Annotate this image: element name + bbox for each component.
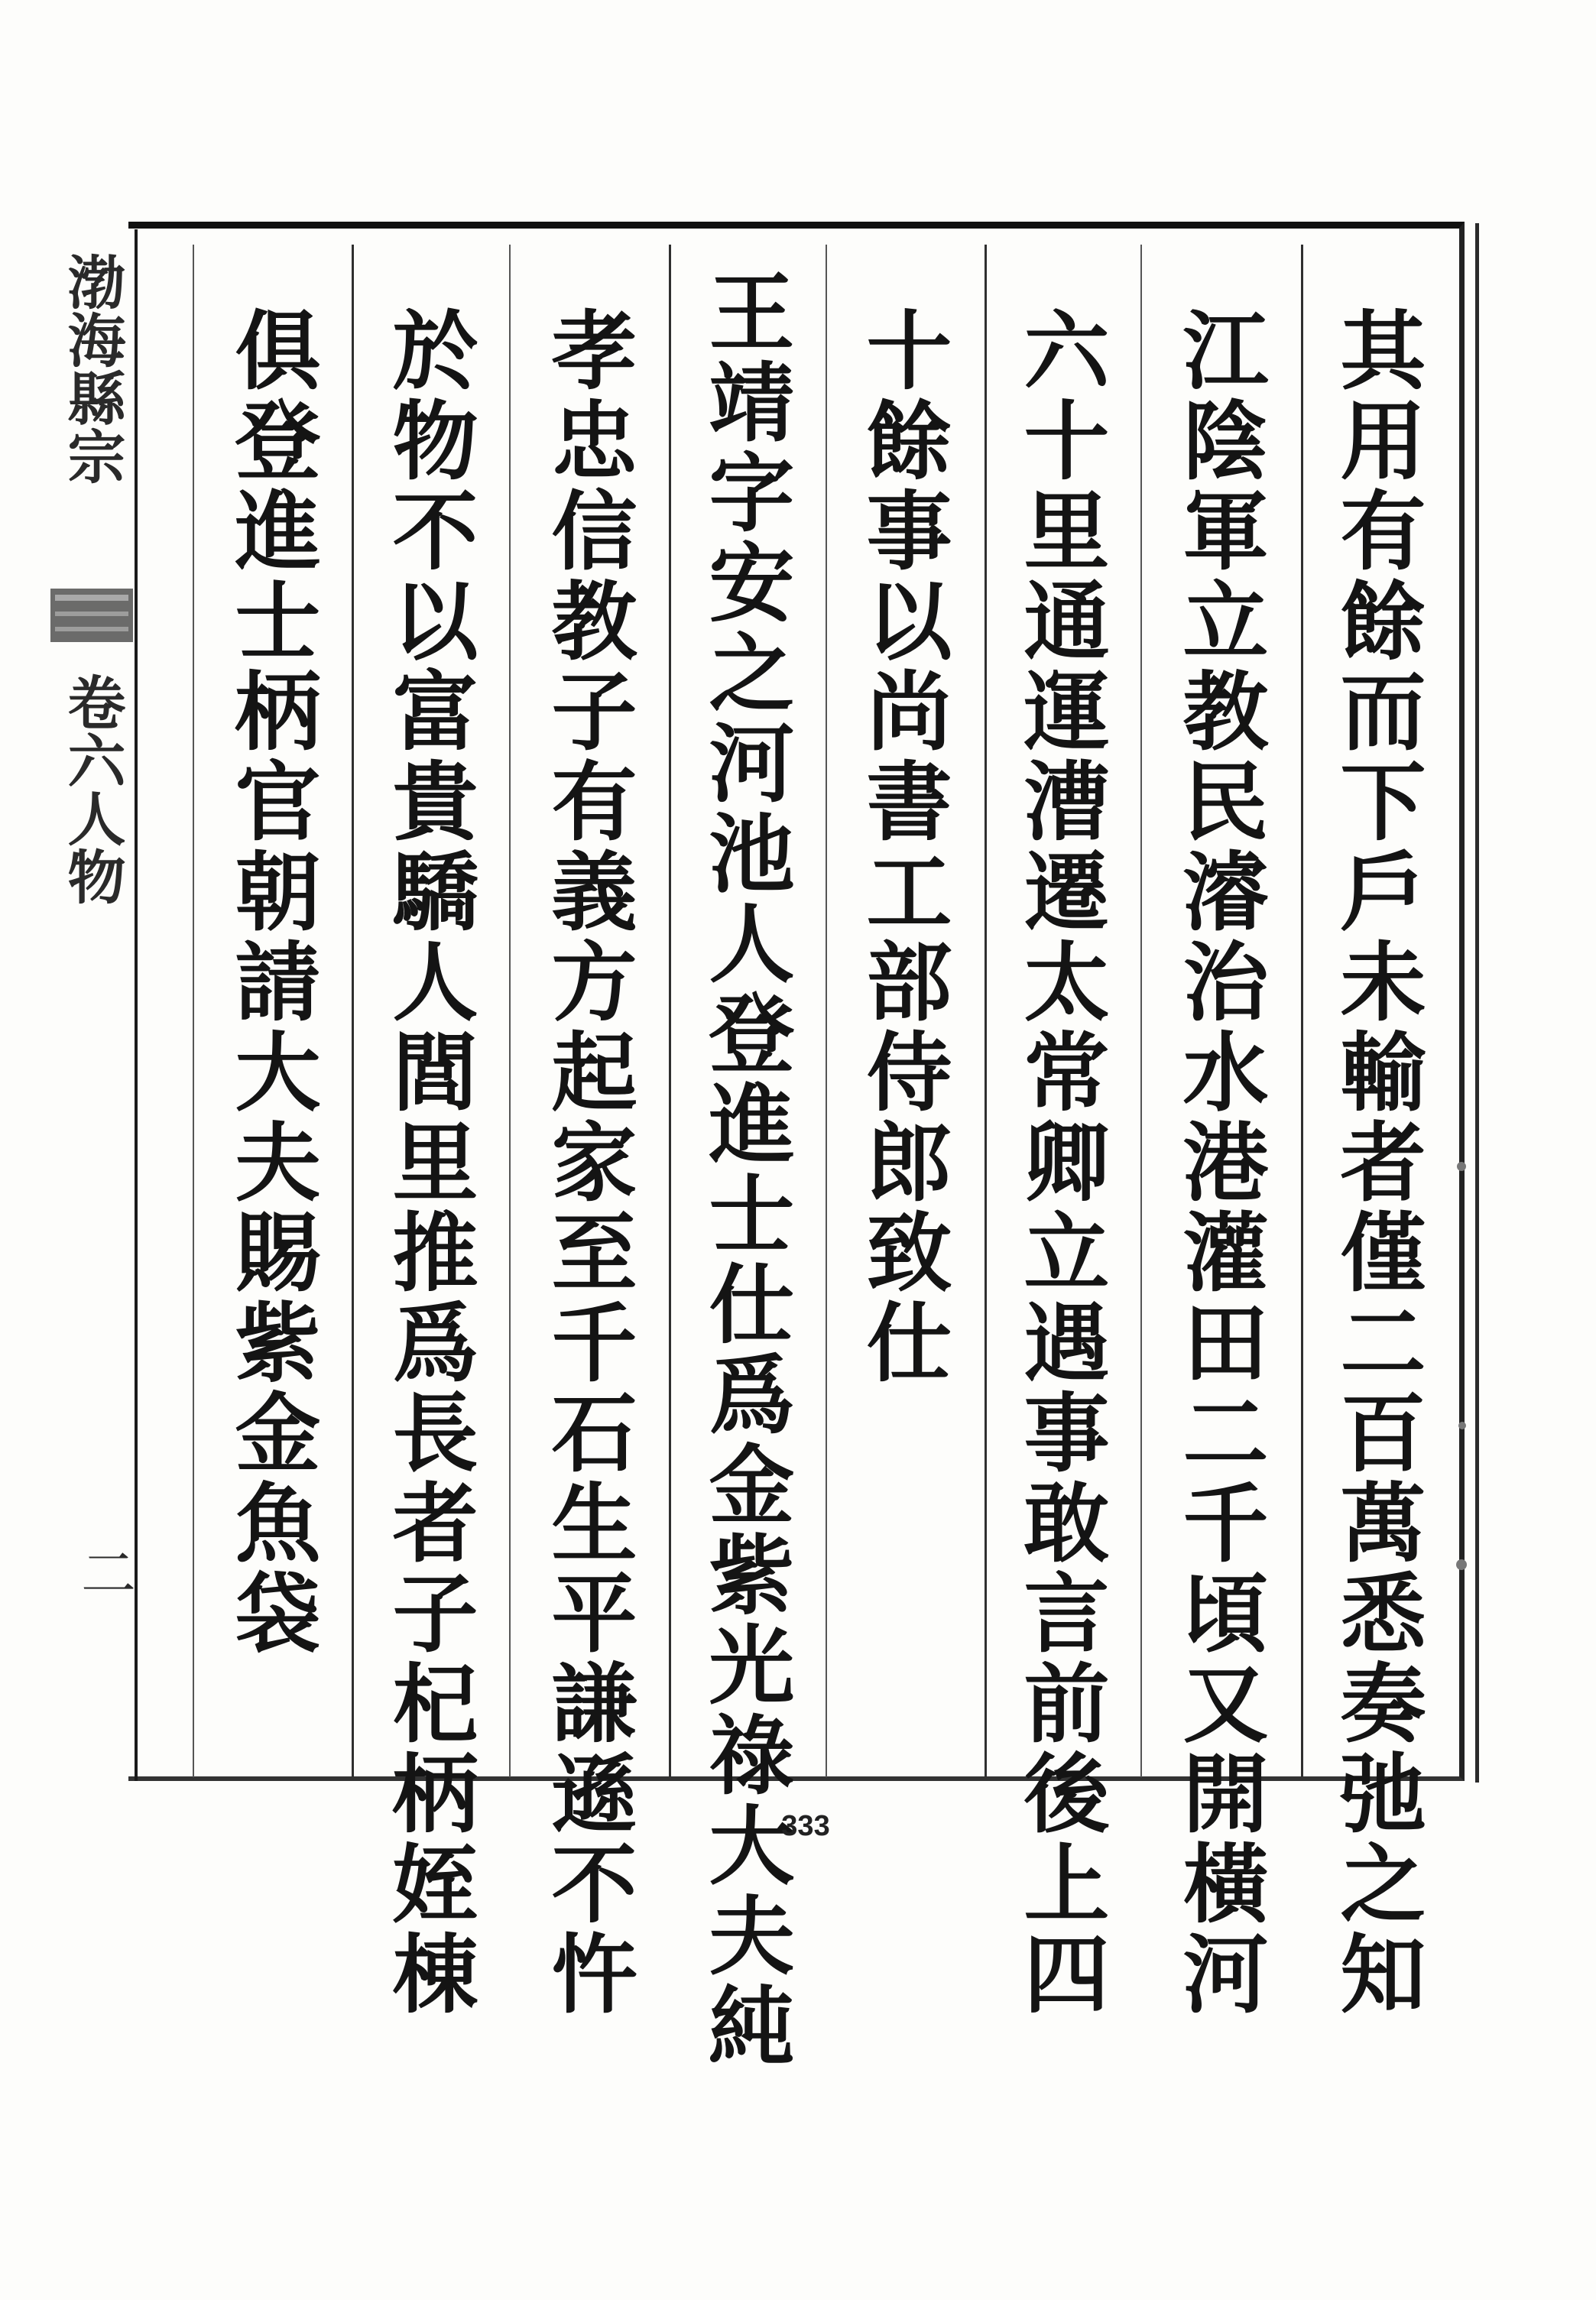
column-rule	[985, 245, 987, 1777]
column-rule	[352, 245, 354, 1777]
text-column-5: 王靖字安之河池人登進士仕爲金紫光祿大夫純	[695, 268, 795, 2071]
text-column-6: 孝忠信教子有義方起家至千石生平謙遜不忤	[537, 306, 637, 2019]
margin-leaf-number: 二	[72, 1544, 136, 1599]
scan-speck	[1456, 1559, 1467, 1570]
column-rule	[509, 245, 511, 1777]
text-column-7: 於物不以富貴驕人閭里推爲長者子杞柄姪棟	[378, 306, 478, 2019]
text-column-1: 其用有餘而下戶未輸者僅二百萬悉奏弛之知	[1326, 306, 1426, 2019]
column-rule	[1301, 245, 1303, 1777]
column-rule	[669, 245, 671, 1777]
text-column-4: 十餘事以尚書工部侍郎致仕	[852, 306, 952, 1388]
text-column-3: 六十里通運漕遷太常卿立遇事敢言前後上四	[1010, 306, 1110, 2019]
page-number: 333	[781, 1810, 830, 1842]
text-column-2: 江陰軍立教民濬治水港灌田二千頃又開橫河	[1169, 306, 1269, 2019]
outer-right-border	[1475, 223, 1479, 1783]
column-rule	[826, 245, 827, 1777]
scan-speck	[1457, 1162, 1466, 1171]
column-rule	[1140, 245, 1142, 1777]
text-column-8: 俱登進士柄官朝請大夫賜紫金魚袋	[221, 306, 321, 1659]
scan-speck	[1458, 1422, 1466, 1429]
fish-tail-ornament	[47, 581, 136, 650]
column-rule	[193, 245, 194, 1777]
margin-book-title: 渤海縣宗	[58, 252, 126, 485]
margin-volume-label: 卷六人物	[58, 673, 126, 905]
